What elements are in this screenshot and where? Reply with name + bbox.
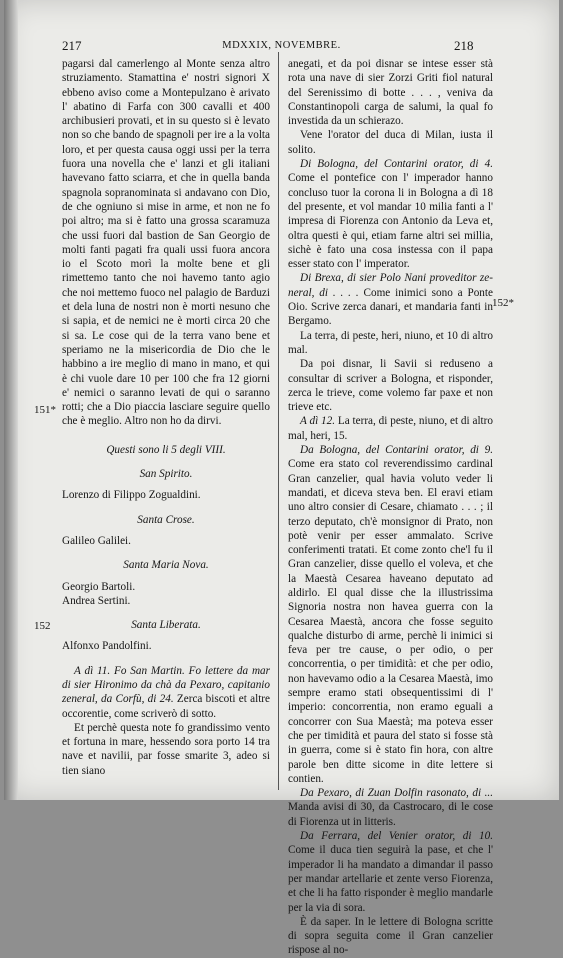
page-gutter-shadow <box>4 0 18 800</box>
entry-text: Come era stato col reverendissimo cardinal Gran canzelier, qual havia voluto veder li mandati, et diceva steva ben. El eravi etiam uno altro consier di Cesare, chiamato . . . ; il terzo deputato, ch'è monsignor di Prato, non potè venir per esser ammalato. Scrive conferimenti tratati. Et come zonto che'l fu il Gran canzelier, disse quello el voleva, et che la Maestà Cesarea haveano deputato ad aldirlo. El qual disse che la illustrissima Signoria nostra non havea guerra con la Cesarea Maestà, ancora che fosse seguito qualche disturbo di arme, perchè li inimici si feva per tre cause, o per odio, o per concorrentia, o per timidità: et che per odio, non havevamo odio a la Cesarea Maestà, imo sempre eramo stati obsequentissimi di l' imperio: concorrentia, non eramo eguali a concorrer con Sua Maestà; ma poteva esser che per timidità et paura del stato si fosse stà in guerra, come si è stato fin hora, con altre parole ben ditte sicome in dite lettere si contien. <box>288 458 493 785</box>
column-divider <box>278 52 279 790</box>
paragraph: anegati, et da poi disnar se intese esser stà rota una nave di sier Zorzi Griti fiol natural del Serenissimo di botte . . . , veniva da Constantinopoli carga de salumi, la qual fo investida da un schierazo. <box>288 58 493 128</box>
entry-heading: Da Pexaro, di Zuan Dolfin rasonato, di ... <box>300 787 493 800</box>
entry-heading: A dì 12. <box>300 415 336 428</box>
member-name: Andrea Sertini. <box>62 594 131 607</box>
entry-text: Come el pontefice con l' imperador hanno concluso tuor la corona li in Bologna a dì 18 del presente, et vol mandar 10 milia fanti a l' impresa di Fiorenza con Antonio da Leva et, oltra questi è qui, etiam farne altri sei millia, sichè è fato una cosa instessa con il papa esser stato con l' imperator. <box>288 172 493 271</box>
paragraph <box>288 829 493 915</box>
paragraph <box>288 271 493 328</box>
member-name: Galileo Galilei. <box>62 534 131 547</box>
paragraph <box>288 443 493 786</box>
entry-text: Come inimici sono a Ponte Oio. Scrive zerca danari, et mandaria fanti in Bergamo. <box>288 286 493 328</box>
margin-number-152: 152 <box>34 620 51 632</box>
paragraph: Da poi disnar, li Savii si reduseno a consultar di scriver a Bologna, et risponder, zerca le trieve, come volemo far paxe et non trieve etc. <box>288 358 493 414</box>
entry-text: Manda avisi di 30, da Castrocaro, di le cose di Fiorenza ut in litteris. <box>288 801 493 828</box>
entry-heading: Di Bologna, del Contarini orator, di 4. <box>300 158 493 171</box>
member-name: Georgio Bartoli. <box>62 580 136 593</box>
district-heading: Santa Liberata. <box>131 619 201 632</box>
paragraph: pagarsi dal camerlengo al Monte senza altro struziamento. Stamattina e' nostri signori X ebbeno aviso come a Montepulzano è arivato l' abatino di Farfa con 300 cavalli et 400 archibusieri provati, et in su questo si è levato non so che bando de spagnoli per ire a la volta loro, et per questa causa oggi ussi per la terra fuora una novella che e' lanzi et gli italiani havevano fatto sciarra, et che in quella banda spagnola sopranominata si andavano con Dio, de che ogniuno si mise in arme, et non ne fo poi altro; ma si è fatto una grossa scaramuza che ussi fuori dal bastion de San Georgio de molti fanti pagati fra quali ussi fuora ancora io el Scoto morì la molte bene et gli rimettemo tanto che noi havemo tanto agio che noi mettemo fuoco nel palagio de Barduzi et dela luna de nostri non è morti nesuno che si sapia, et de nemici ne è morti circa 20 che si sa. Le cose qui de la terra vano bene et speriamo ne la misericordia de Dio che le habbino a ire meglio di mano in mano, et qui è chi vuole dare 10 per 100 che fra 12 giorni e' nemici o saranno levati de qui o saranno rotti; che a Dio piaccia lasciare seguire quello che è meglio. Altro non ho da dirvi. <box>62 58 270 428</box>
paragraph: È da saper. In le lettere di Bologna scritte di sopra seguita come il Gran canzelier rispose al no- <box>288 915 493 957</box>
margin-number-152-right: 152* <box>492 297 514 309</box>
paragraph: La terra, di peste, heri, niuno, et 10 di altro mal. <box>288 329 493 356</box>
right-page-number: 218 <box>454 38 474 53</box>
left-column <box>62 57 270 778</box>
entry-heading: Di Brexa, di sier Polo Nani proveditor zeneral, di . . . . <box>288 272 493 299</box>
list-title: Questi sono li 5 degli VIII. <box>106 443 226 456</box>
paragraph <box>288 157 493 271</box>
right-column <box>288 57 493 958</box>
paragraph <box>288 786 493 829</box>
entry-heading: Da Bologna, del Contarini orator, di 9. <box>300 444 493 457</box>
district-heading: Santa Crose. <box>137 513 195 526</box>
paragraph: Vene l'orator del duca di Milan, iusta il solito. <box>288 129 493 156</box>
district-heading: San Spirito. <box>139 468 193 481</box>
member-name: Alfonxo Pandolfini. <box>62 640 152 653</box>
entry-heading: Da Ferrara, del Venier orator, di 10. <box>300 830 493 843</box>
running-title: MDXXIX, NOVEMBRE. <box>222 40 341 51</box>
entry-text: Zerca biscoti et altre occorentie, come scriverò di sotto. <box>62 693 270 720</box>
entry-heading: A dì 11. Fo San Martin. Fo lettere da mar di sier Hironimo da chà da Pexaro, capitanio zeneral, da Corfù, di 24. <box>62 664 270 706</box>
margin-number-151: 151* <box>34 404 56 416</box>
book-page <box>4 0 559 957</box>
member-name: Lorenzo di Filippo Zogualdini. <box>62 489 201 502</box>
entry-text: La terra, di peste, niuno, et di altro mal, heri, 15. <box>288 415 493 442</box>
paragraph: Et perchè questa note fo grandissimo vento et fortuna in mare, hessendo sora porto 14 tra nave et navilii, par fosse smarite 3, adeo si tien siano <box>62 721 270 777</box>
paragraph <box>62 664 270 721</box>
left-page-number: 217 <box>62 38 82 53</box>
district-heading: Santa Maria Nova. <box>123 559 209 572</box>
entry-text: Come il duca tien seguirà la pase, et che l' imperador li ha mandato a dimandar il passo per mandar artellarie et zente verso Fiorenza, et che li ha fatto risponder è meglio mandarle per la via di sora. <box>288 844 493 914</box>
paragraph <box>288 414 493 443</box>
